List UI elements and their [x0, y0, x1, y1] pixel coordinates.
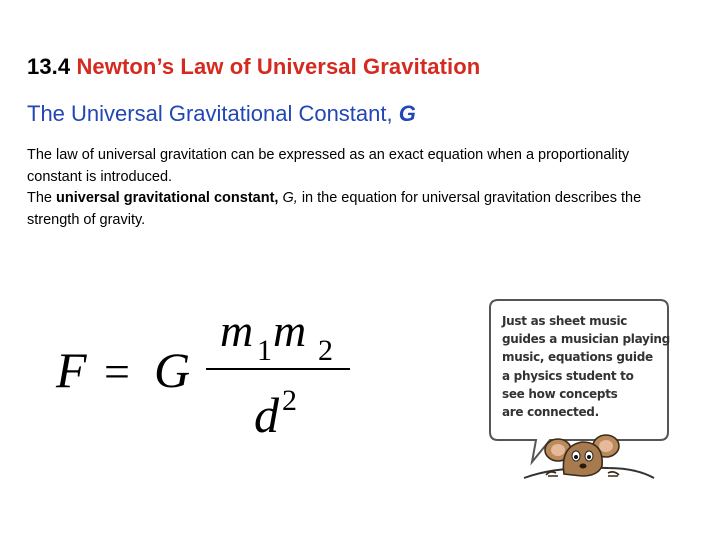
para2-rest: in the equation for universal gravitation describes the strength of gravity. [27, 190, 642, 228]
subtitle-symbol: G [398, 101, 416, 126]
callout-line: guides a musician playing [502, 332, 670, 347]
fraction-bar [206, 368, 350, 370]
para2-prefix: The [27, 190, 52, 206]
slide-subtitle [27, 101, 416, 127]
subtitle-text: The Universal Gravitational Constant, [27, 101, 393, 126]
body-paragraph-2 [27, 188, 647, 231]
formula-distance: d [254, 387, 279, 442]
body-text [27, 145, 647, 231]
body-paragraph-1: The law of universal gravitation can be expressed as an exact equation when a proportionality constant is introduced. [27, 147, 630, 185]
callout-line: are connected. [502, 405, 599, 420]
formula-mass-1: m [220, 305, 254, 356]
formula-subscript-1: 1 [257, 334, 272, 367]
formula-force-symbol: F [56, 342, 87, 398]
para2-bold-term: universal gravitational constant, [56, 190, 279, 206]
callout-text [502, 312, 672, 421]
callout-line: see how concepts [502, 386, 618, 401]
formula-mass-2: m [273, 305, 307, 356]
formula-subscript-2: 2 [318, 334, 333, 367]
formula-equals-sign: = [104, 346, 130, 397]
para2-symbol: G, [282, 190, 298, 206]
formula-constant-symbol: G [154, 342, 191, 398]
slide-title [27, 54, 480, 80]
gravitation-equation [50, 302, 370, 442]
callout-line: music, equations guide [502, 350, 653, 365]
callout-line: Just as sheet music [502, 314, 628, 328]
section-title: Newton’s Law of Universal Gravitation [76, 54, 481, 79]
section-number: 13.4 [27, 54, 71, 79]
callout-line: a physics student to [502, 368, 634, 383]
formula-exponent: 2 [282, 384, 297, 417]
